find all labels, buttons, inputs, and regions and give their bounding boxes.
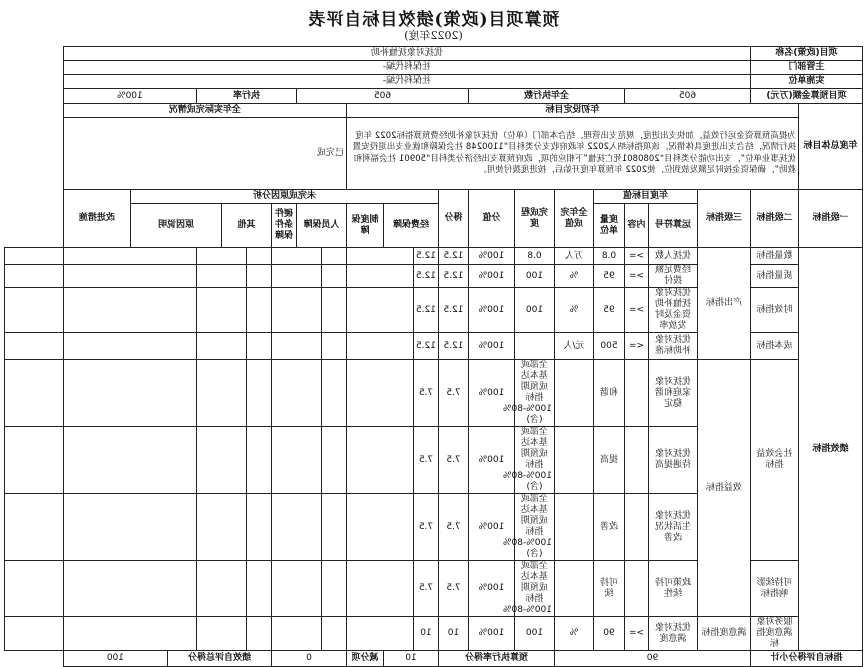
row-rate: 100% — [468, 427, 514, 494]
impl-row — [5, 75, 863, 89]
row-score: 12.5 — [438, 248, 468, 265]
row-rate: 100% — [468, 617, 514, 651]
row-actual: 100 — [514, 265, 554, 288]
impl-label: 实施单位 — [750, 75, 862, 89]
page-subtitle: (2022年度) — [404, 29, 463, 42]
row-actual: 全部或基本达成预期指标 100%-80%(含) — [514, 427, 554, 494]
exec-score-label: 预算执行率得分 — [438, 651, 554, 667]
row-rate: 100% — [468, 360, 514, 427]
goal-header-row — [5, 104, 863, 118]
row-content: 可持续 — [593, 561, 624, 617]
level1-header: 一级指标 — [799, 190, 863, 248]
row-score: 10 — [438, 617, 468, 651]
row-content: 90 — [593, 617, 624, 651]
row-level2: 质量指标 — [750, 265, 798, 288]
row-op: >= — [624, 288, 648, 333]
dept-row — [5, 61, 863, 75]
row-unit: % — [554, 265, 593, 288]
actual-goal-text: 已完成 — [63, 118, 346, 190]
impl-value: 社保科代编- — [63, 75, 750, 89]
row-rate: 100% — [468, 561, 514, 617]
row-content: 500 — [593, 333, 624, 360]
row-actual: 全部或基本达成预期指标 100%-80% — [514, 561, 554, 617]
level3-header: 三级指标 — [697, 190, 750, 248]
exec-value: 605 — [296, 89, 468, 104]
dept-value: 社保科代编- — [63, 61, 750, 75]
row-content: 提高 — [593, 427, 624, 494]
page-title: 预算项目(政策)绩效目标自评表 — [307, 10, 560, 30]
row-level3: 优抚对象抚恤补助资金及时发放率 — [648, 288, 697, 333]
row-level3: 优抚对象生活状况改善 — [648, 494, 697, 561]
row-score: 7.5 — [438, 427, 468, 494]
project-name-value: 优抚对象抚恤补助 — [63, 47, 750, 61]
row-unit — [554, 494, 593, 561]
row-unit: % — [554, 288, 593, 333]
deduct-value: 0 — [271, 651, 346, 667]
row-level2: 时效指标 — [750, 288, 798, 333]
actual-goal-label: 全年实际完成情况 — [63, 104, 346, 118]
row-rate: 100% — [468, 248, 514, 265]
row-got: 7.5 — [413, 427, 438, 494]
row-actual: 0.8 — [514, 248, 554, 265]
amount-label: 项目预算金额(万元) — [750, 89, 862, 104]
row-actual — [514, 333, 554, 360]
row-unit — [554, 427, 593, 494]
row-level3: 优抚对象家庭和谐稳定 — [648, 360, 697, 427]
row-got: 12.5 — [413, 288, 438, 333]
row-actual: 全部或基本达成预期指标 100%-80%(含) — [514, 360, 554, 427]
content-header: 内容 — [624, 204, 648, 248]
reason-other-header: 其他 — [221, 204, 271, 248]
total-value: 100 — [63, 651, 167, 667]
row-score: 12.5 — [438, 288, 468, 333]
indicator-header-row-1 — [5, 190, 863, 204]
row-level2: 数量指标 — [750, 248, 798, 265]
project-name-label: 项目(政策)名称 — [750, 47, 862, 61]
footer-row — [5, 651, 863, 667]
row-level3: 优抚对象补助标准 — [648, 333, 697, 360]
rate-value: 100% — [63, 89, 196, 104]
row-unit: 元/人 — [554, 333, 593, 360]
op-header: 运算符号 — [648, 204, 697, 248]
exec-label: 全年执行数 — [468, 89, 624, 104]
reason-staff-header: 人员保障 — [296, 204, 346, 248]
row-op: >= — [624, 248, 648, 265]
row-op: <= — [624, 333, 648, 360]
row-unit — [554, 360, 593, 427]
row-got: 7.5 — [413, 360, 438, 427]
reason-explain-header: 原因说明 — [130, 204, 221, 248]
row-score: 12.5 — [438, 265, 468, 288]
total-label: 绩效自评总得分 — [167, 651, 271, 667]
row-level3: 经费足额拨付 — [648, 265, 697, 288]
amount-row — [5, 89, 863, 104]
row-level3: 优抚人数 — [648, 248, 697, 265]
got-header: 得分 — [438, 190, 468, 248]
row-content: 0.8 — [593, 248, 624, 265]
target-group-header: 年度目标值 — [593, 190, 697, 204]
evaluation-table — [4, 46, 863, 667]
rate-header: 完成程度 — [514, 190, 554, 248]
row-level2: 社会效益指标 — [750, 360, 798, 561]
benefit-category: 效益指标 — [697, 360, 750, 617]
deduct-label: 减分项 — [346, 651, 383, 667]
level2-header: 二级指标 — [750, 190, 798, 248]
row-level2: 服务对象满意度指标 — [750, 617, 798, 651]
row-op — [624, 561, 648, 617]
row-score: 7.5 — [438, 360, 468, 427]
row-score: 7.5 — [438, 494, 468, 561]
initial-goal-label: 年初设定目标 — [346, 104, 798, 118]
indicator-row — [5, 360, 863, 427]
reason-system-header: 制度保障 — [346, 204, 383, 248]
row-got: 10 — [413, 617, 438, 651]
row-level3: 优抚对象满意度 — [648, 617, 697, 651]
annual-goal-label: 年度总体目标 — [799, 104, 863, 190]
row-level3: 政策可持续性 — [648, 561, 697, 617]
rate-label: 执行率 — [196, 89, 296, 104]
output-category: 产出指标 — [697, 248, 750, 360]
row-actual: 100 — [514, 617, 554, 651]
row-actual: 全部或基本达成预期指标 100%-80%(含) — [514, 494, 554, 561]
actual-header: 全年完成值 — [554, 190, 593, 248]
subtotal-value: 90 — [554, 651, 750, 667]
improve-header: 改进措施 — [63, 190, 130, 248]
reason-funding-header: 经费保障 — [383, 204, 438, 248]
row-got: 12.5 — [413, 265, 438, 288]
row-op — [624, 494, 648, 561]
amount-value: 605 — [624, 89, 750, 104]
row-content: 95 — [593, 288, 624, 333]
row-content: 和谐 — [593, 360, 624, 427]
goal-text-row — [5, 118, 863, 190]
row-op: >= — [624, 617, 648, 651]
row-score: 7.5 — [438, 561, 468, 617]
satisfaction-category: 满意度指标 — [697, 617, 750, 651]
row-unit: % — [554, 617, 593, 651]
row-rate: 100% — [468, 265, 514, 288]
row-op: >= — [624, 265, 648, 288]
reason-group-header: 未完成原因分析 — [130, 190, 438, 204]
row-content: 95 — [593, 265, 624, 288]
row-level2: 可持续影响指标 — [750, 561, 798, 617]
subtotal-label: 指标自评得分小计 — [750, 651, 862, 667]
score-header: 分值 — [468, 190, 514, 248]
initial-goal-text: 为提高预算资金运行效益，加快支出进度，规范支出管理，结合本部门（单位）优抚对象补助经费预算指标2022 年度执行情况，结合支出进度具体情况，该项指标纳入2022 年政府收支分类科目“1100248 社会保障和就业支出退役安置优抚事业单位”，支出功能分类科目“2080801死亡抚恤”下相应的项，政府预算支出经济分类科目“50901 社会福利和救助”，确保资金按时足额发放到位，使2022 年预算年度开始后，按进度拨付使用。 — [346, 118, 798, 190]
row-score: 12.5 — [438, 333, 468, 360]
indicator-row — [5, 248, 863, 265]
row-content: 改善 — [593, 494, 624, 561]
row-got: 12.5 — [413, 333, 438, 360]
row-op — [624, 360, 648, 427]
row-got: 7.5 — [413, 561, 438, 617]
row-unit — [554, 561, 593, 617]
reason-hardware-header: 硬件条件保障 — [271, 204, 296, 248]
row-rate: 100% — [468, 333, 514, 360]
row-actual: 100 — [514, 288, 554, 333]
project-name-row — [5, 47, 863, 61]
dept-label: 主管部门 — [750, 61, 862, 75]
row-got: 7.5 — [413, 494, 438, 561]
perf-category: 绩效指标 — [799, 248, 863, 651]
row-rate: 100% — [468, 494, 514, 561]
row-level2: 成本指标 — [750, 333, 798, 360]
unit-header: 度量单位 — [593, 204, 624, 248]
exec-score-value: 10 — [383, 651, 438, 667]
row-op — [624, 427, 648, 494]
row-rate: 100% — [468, 288, 514, 333]
row-got: 12.5 — [413, 248, 438, 265]
row-level3: 优抚对象待遇提高 — [648, 427, 697, 494]
row-unit: 万人 — [554, 248, 593, 265]
indicator-row — [5, 617, 863, 651]
